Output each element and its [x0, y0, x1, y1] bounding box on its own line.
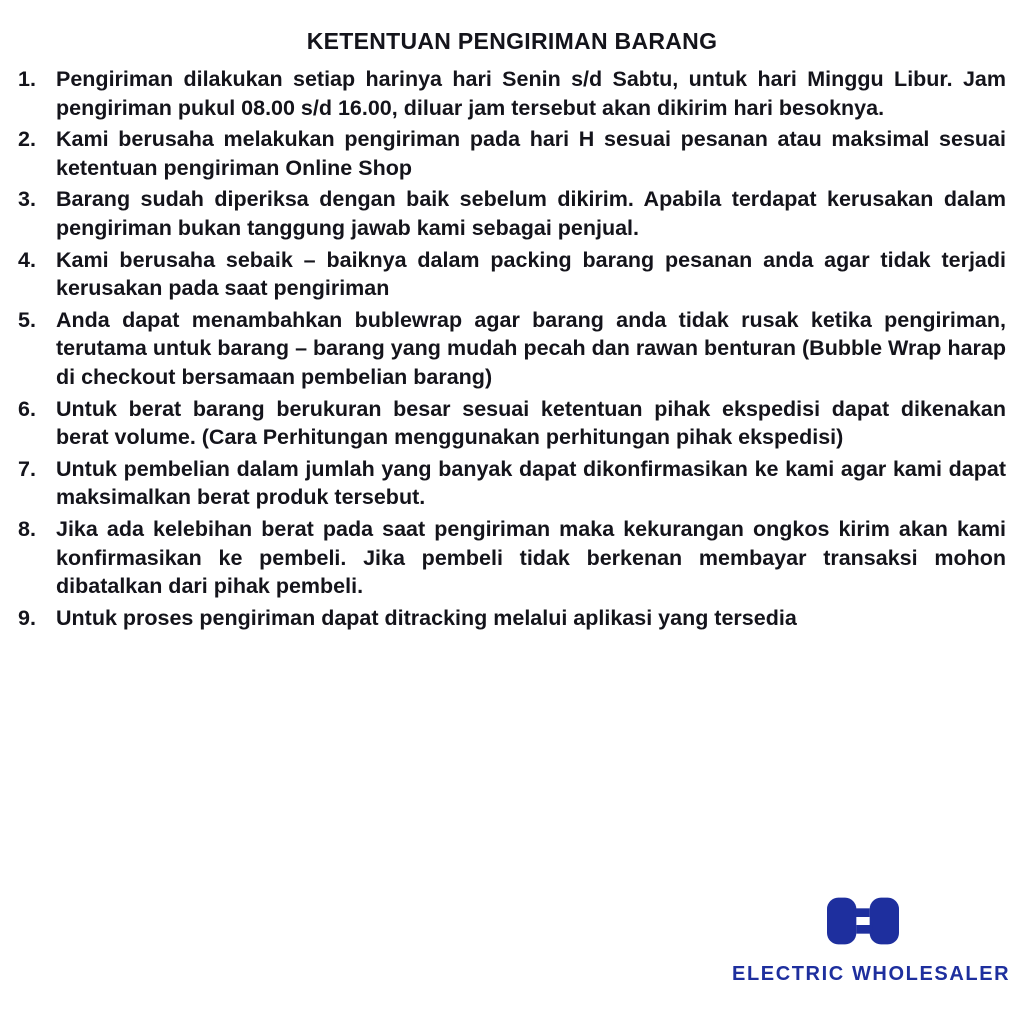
list-item: [18, 65, 1006, 122]
list-item: [18, 515, 1006, 601]
list-item-text: Untuk pembelian dalam jumlah yang banyak dapat dikonfirmasikan ke kami agar kami dapat maksimalkan berat produk tersebut.: [56, 456, 1006, 510]
list-item: [18, 125, 1006, 182]
list-item-number: 9.: [18, 605, 36, 630]
list-item: [18, 395, 1006, 452]
list-item-number: 3.: [18, 187, 36, 212]
list-item-number: 7.: [18, 456, 36, 481]
list-item: [18, 455, 1006, 512]
list-item-number: 1.: [18, 67, 36, 91]
list-item-text: Kami berusaha melakukan pengiriman pada hari H sesuai pesanan atau maksimal sesuai ketentuan pengiriman Online Shop: [56, 127, 1006, 180]
list-item: [18, 246, 1006, 303]
terms-list: [18, 65, 1006, 632]
list-item-text: Anda dapat menambahkan bublewrap agar barang anda tidak rusak ketika pengiriman, terutama untuk barang – barang yang mudah pecah dan rawan benturan (Bubble Wrap harap di checkout bersamaan pembelian barang): [56, 307, 1006, 389]
list-item-text: Untuk proses pengiriman dapat ditracking melalui aplikasi yang tersedia: [56, 605, 797, 630]
list-item-text: Barang sudah diperiksa dengan baik sebelum dikirim. Apabila terdapat kerusakan dalam pengiriman bukan tanggung jawab kami sebagai penjual.: [56, 187, 1006, 240]
list-item: [18, 604, 1006, 633]
list-item: [18, 185, 1006, 242]
plug-icon: [823, 890, 903, 952]
list-item: [18, 306, 1006, 392]
brand-logo: [732, 890, 1011, 986]
list-item-text: Kami berusaha sebaik – baiknya dalam packing barang pesanan anda agar tidak terjadi kerusakan pada saat pengiriman: [56, 247, 1006, 301]
document-title: KETENTUAN PENGIRIMAN BARANG: [306, 28, 718, 54]
list-item-number: 6.: [18, 396, 36, 421]
list-item-number: 4.: [18, 247, 36, 272]
list-item-text: Untuk berat barang berukuran besar sesuai ketentuan pihak ekspedisi dapat dikenakan berat volume. (Cara Perhitungan menggunakan perhitungan pihak ekspedisi): [56, 396, 1006, 450]
brand-name: ELECTRIC WHOLESALER: [732, 963, 1011, 985]
list-item-text: Jika ada kelebihan berat pada saat pengiriman maka kekurangan ongkos kirim akan kami konfirmasikan ke pembeli. Jika pembeli tidak berkenan membayar transaksi mohon dibatalkan dari pihak pembeli.: [56, 516, 1006, 599]
list-item-number: 5.: [18, 307, 36, 332]
list-item-number: 8.: [18, 516, 36, 541]
list-item-text: Pengiriman dilakukan setiap harinya hari Senin s/d Sabtu, untuk hari Minggu Libur. Jam pengiriman pukul 08.00 s/d 16.00, diluar jam tersebut akan dikirim hari besoknya.: [56, 67, 1006, 120]
list-item-number: 2.: [18, 127, 36, 152]
